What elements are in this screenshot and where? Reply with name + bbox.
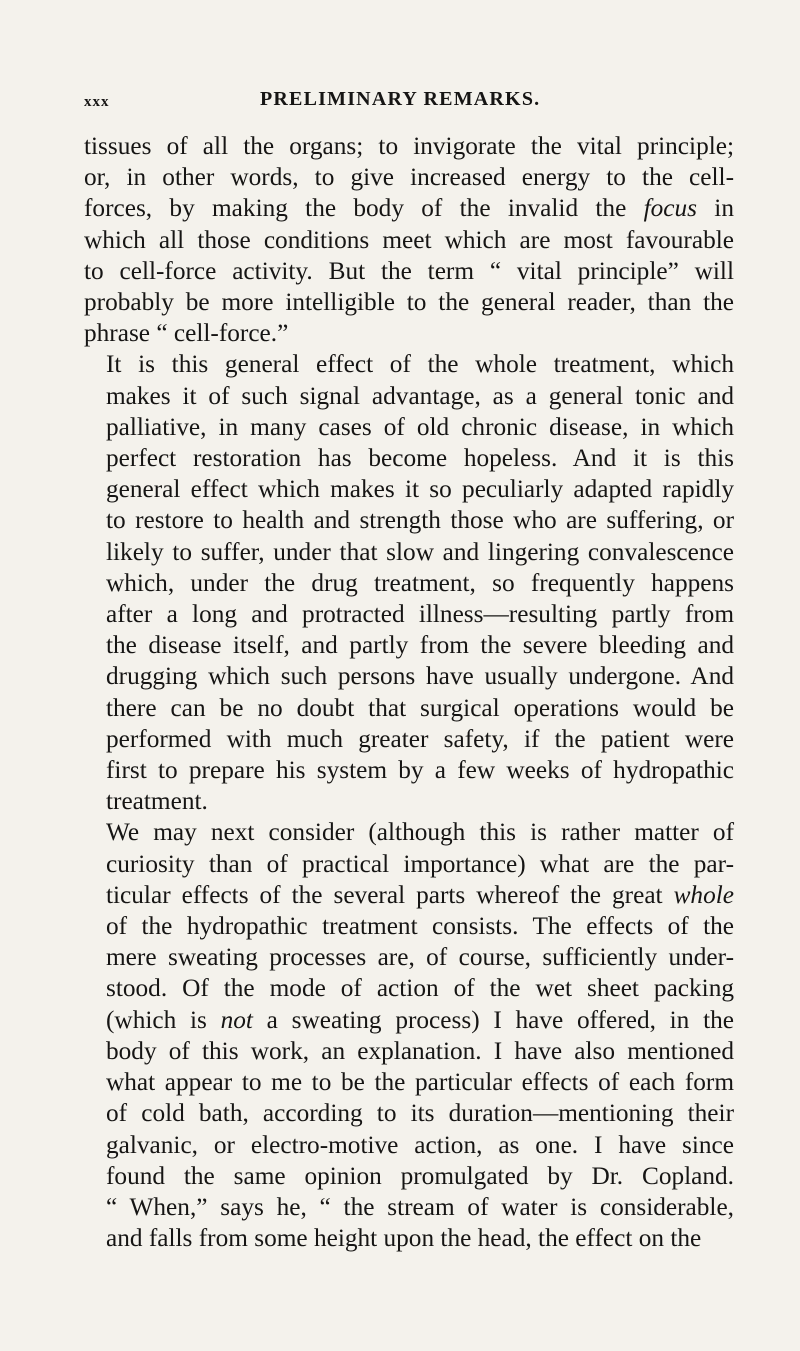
italic-word: focus	[643, 194, 698, 223]
text-line: after a long and protracted illness—resulting partly from	[106, 600, 734, 629]
text-line: which all those conditions meet which are most favourable	[84, 225, 734, 254]
text-line: (which is not a sweating process) I have offered, in the	[106, 1005, 734, 1034]
text-line: the disease itself, and partly from the severe bleeding and	[106, 631, 734, 660]
text-line: or, in other words, to give increased energy to the cell-	[84, 163, 734, 192]
text-line: mere sweating processes are, of course, sufficiently under-	[106, 943, 734, 972]
text-line: perfect restoration has become hopeless. And it is this	[106, 444, 734, 473]
text-line: there can be no doubt that surgical operations would be	[106, 693, 734, 722]
text-line: palliative, in many cases of old chronic disease, in which	[106, 412, 734, 441]
text-line: stood. Of the mode of action of the wet sheet packing	[106, 974, 734, 1003]
text-line: general effect which makes it so peculiarly adapted rapidly	[106, 475, 734, 504]
page-header	[84, 88, 740, 118]
text-line: curiosity than of practical importance) what are the par-	[106, 849, 734, 878]
running-title: PRELIMINARY REMARKS.	[260, 88, 541, 110]
text-line: galvanic, or electro-motive action, as one. I have since	[106, 1130, 734, 1159]
paragraph-3	[84, 817, 734, 1254]
text-line: and falls from some height upon the head, the effect on the	[106, 1224, 702, 1253]
text-line: probably be more intelligible to the general reader, than the	[84, 288, 734, 317]
italic-word: not	[220, 1005, 253, 1034]
text-line: to restore to health and strength those who are suffering, or	[106, 506, 734, 535]
text-line: “ When,” says he, “ the stream of water is considerable,	[106, 1192, 734, 1221]
text-line: first to prepare his system by a few weeks of hydropathic	[106, 756, 734, 785]
text-line: We may next consider (although this is rather matter of	[106, 818, 734, 847]
page-number: xxx	[84, 94, 110, 110]
text-line: to cell-force activity. But the term “ vital principle” will	[84, 256, 734, 285]
text-line: likely to suffer, under that slow and lingering convalescence	[106, 537, 734, 566]
text-line: of the hydropathic treatment consists. The effects of the	[106, 912, 734, 941]
italic-word: whole	[673, 880, 734, 909]
text-line: of cold bath, according to its duration—mentioning their	[106, 1099, 734, 1128]
text-line: body of this work, an explanation. I have also mentioned	[106, 1036, 734, 1065]
text-line: phrase “ cell-force.”	[84, 319, 289, 348]
text-line: performed with much greater safety, if the patient were	[106, 724, 734, 753]
paragraph-2	[84, 349, 734, 817]
text-line: what appear to me to be the particular effects of each form	[106, 1068, 734, 1097]
text-line: It is this general effect of the whole treatment, which	[106, 350, 734, 379]
text-line: ticular effects of the several parts whereof the great whole	[106, 880, 734, 909]
text-line: makes it of such signal advantage, as a general tonic and	[106, 381, 734, 410]
text-line: found the same opinion promulgated by Dr. Copland.	[106, 1161, 734, 1190]
body-text	[84, 131, 734, 1254]
text-line: tissues of all the organs; to invigorate the vital principle;	[84, 132, 734, 160]
text-line: forces, by making the body of the invalid the focus in	[84, 194, 734, 223]
paragraph-1	[84, 131, 734, 349]
text-line: drugging which such persons have usually undergone. And	[106, 662, 734, 691]
text-line: which, under the drug treatment, so frequently happens	[106, 568, 734, 597]
text-line: treatment.	[106, 787, 208, 816]
